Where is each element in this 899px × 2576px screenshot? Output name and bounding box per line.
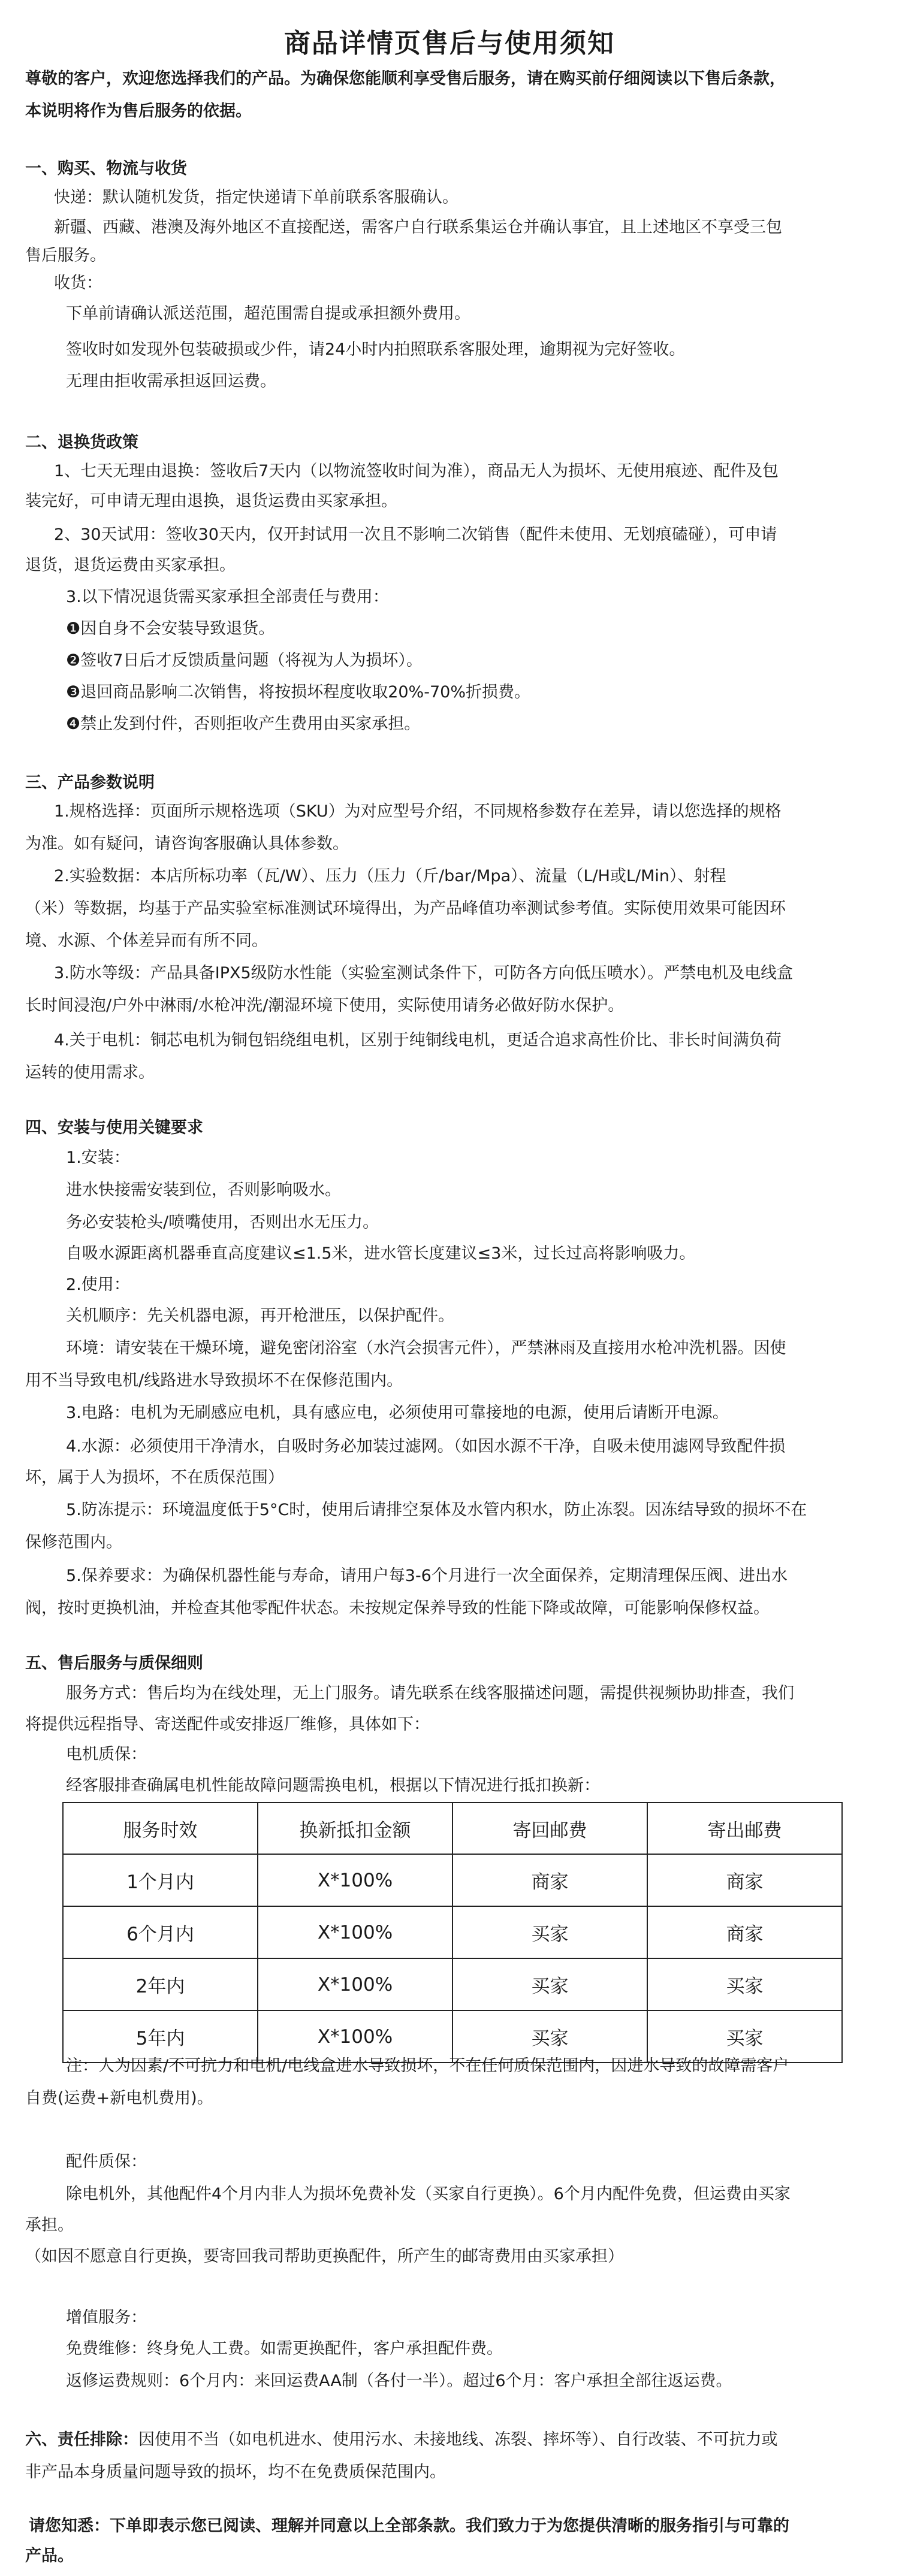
body-line: 1.安装： [66,1148,130,1167]
body-line: 运转的使用需求。 [25,1063,155,1082]
body-line: 4.水源：必须使用干净清水，自吸时务必加装过滤网。（如因水源不干净，自吸未使用滤网导致配件损 [66,1437,786,1456]
table-header-cell: 换新抵扣金额 [258,1803,452,1854]
section-heading: 三、产品参数说明 [25,773,155,792]
body-line: 1、七天无理由退换：签收后7天内（以物流签收时间为准），商品无人为损坏、无使用痕迹、配件及包 [54,462,779,480]
table-cell: 1个月内 [63,1854,258,1906]
table-cell: X*100% [258,2010,452,2063]
body-line: 4.关于电机：铜芯电机为铜包铝绕组电机，区别于纯铜线电机，更适合追求高性价比、非长时间满负荷 [54,1031,782,1050]
section-heading: 六、责任排除： [25,2430,138,2449]
body-line: 阀，按时更换机油，并检查其他零配件状态。未按规定保养导致的性能下降或故障，可能影响保修权益。 [25,1599,770,1617]
body-line: 2.实验数据：本店所标功率（瓦/W）、压力（压力（斤/bar/Mpa）、流量（L/H或L/Min）、射程 [54,867,726,885]
table-cell: 商家 [647,1854,842,1906]
body-line: ❶因自身不会安装导致退货。 [66,619,275,638]
body-line: ❹禁止发到付件，否则拒收产生费用由买家承担。 [66,715,421,733]
body-line: 5.保养要求：为确保机器性能与寿命，请用户每3-6个月进行一次全面保养，定期清理保压阀、进出水 [66,1567,788,1585]
warranty-table [62,1802,843,2063]
table-cell: 5年内 [63,2010,258,2063]
table-header-cell: 寄回邮费 [452,1803,647,1854]
closing-line: 请您知悉：下单即表示您已阅读、理解并同意以上全部条款。我们致力于为您提供清晰的服务指引与可靠的 [29,2517,789,2535]
body-line: 将提供远程指导、寄送配件或安排返厂维修，具体如下： [25,1715,430,1734]
body-line: 进水快接需安装到位，否则影响吸水。 [66,1181,341,1199]
note-line: 注：人为因素/不可抗力和电机/电线盒进水导致损坏，不在任何质保范围内，因进水导致的故障需客户 [66,2057,789,2075]
body-line: （如因不愿意自行更换，要寄回我司帮助更换配件，所产生的邮寄费用由买家承担） [25,2247,624,2266]
body-line: 境、水源、个体差异而有所不同。 [25,932,268,950]
body-text: 因使用不当（如电机进水、使用污水、未接地线、冻裂、摔坏等）、自行改装、不可抗力或 [138,2430,778,2449]
body-line: 用不当导致电机/线路进水导致损坏不在保修范围内。 [25,1371,403,1390]
body-line: 服务方式：售后均为在线处理，无上门服务。请先联系在线客服描述问题，需提供视频协助排查，我们 [66,1684,794,1703]
body-line: 快递：默认随机发货，指定快递请下单前联系客服确认。 [54,188,458,207]
table-row [63,1854,842,1906]
page-title: 商品详情页售后与使用须知 [284,28,615,59]
table-cell: 买家 [647,2010,842,2063]
intro-line: 本说明将作为售后服务的依据。 [25,102,252,120]
note-line: 自费(运费+新电机费用)。 [25,2089,213,2108]
body-line: 坏，属于人为损坏，不在质保范围） [25,1468,284,1487]
body-line: 下单前请确认派送范围，超范围需自提或承担额外费用。 [66,304,470,323]
body-line: 长时间浸泡/户外中淋雨/水枪冲洗/潮湿环境下使用，实际使用请务必做好防水保护。 [25,996,625,1015]
table-cell: 买家 [452,1958,647,2010]
section-heading: 五、售后服务与质保细则 [25,1654,203,1673]
body-line: 2.使用： [66,1275,130,1294]
body-line: 无理由拒收需承担返回运费。 [66,372,276,391]
table-cell: 商家 [452,1854,647,1906]
table-cell: X*100% [258,1906,452,1958]
body-line: 装完好，可申请无理由退换，退货运费由买家承担。 [25,492,397,510]
body-line: 1.规格选择：页面所示规格选项（SKU）为对应型号介绍，不同规格参数存在差异，请以您选择的规格 [54,802,782,821]
body-line: 承担。 [25,2216,74,2235]
table-cell: 6个月内 [63,1906,258,1958]
table-header-cell: 寄出邮费 [647,1803,842,1854]
table-cell: X*100% [258,1854,452,1906]
body-line: 关机顺序：先关机器电源，再开枪泄压，以保护配件。 [66,1307,454,1325]
section-heading: 四、安装与使用关键要求 [25,1118,203,1137]
body-line: 3.以下情况退货需买家承担全部责任与费用： [66,588,389,606]
section-heading: 二、退换货政策 [25,433,138,452]
closing-line: 产品。 [25,2547,74,2565]
body-line: ❷签收7日后才反馈质量问题（将视为人为损坏）。 [66,651,423,670]
table-cell: 买家 [647,1958,842,2010]
body-line: 增值服务： [66,2308,147,2327]
body-line: 3.电路：电机为无刷感应电机，具有感应电，必须使用可靠接地的电源，使用后请断开电源。 [66,1404,729,1422]
body-line: 环境：请安装在干燥环境，避免密闭浴室（水汽会损害元件），严禁淋雨及直接用水枪冲洗机器。因使 [66,1339,786,1357]
body-line: 新疆、西藏、港澳及海外地区不直接配送，需客户自行联系集运仓并确认事宜，且上述地区不享受三包 [54,218,782,237]
section-heading: 一、购买、物流与收货 [25,159,187,178]
table-row [63,1958,842,2010]
body-line: 签收时如发现外包装破损或少件，请24小时内拍照联系客服处理，逾期视为完好签收。 [66,340,686,359]
body-line: 除电机外，其他配件4个月内非人为损坏免费补发（买家自行更换）。6个月内配件免费，但运费由买家 [66,2185,791,2203]
body-line: 保修范围内。 [25,1533,122,1552]
body-line: 电机质保： [66,1745,147,1764]
body-line: 退货，退货运费由买家承担。 [25,556,236,575]
table-header-row [63,1803,842,1854]
body-line: 收货： [54,274,102,292]
body-line: 售后服务。 [25,246,106,265]
table-cell: 商家 [647,1906,842,1958]
body-line: 配件质保： [66,2152,147,2171]
table-cell: 买家 [452,1906,647,1958]
body-line: 非产品本身质量问题导致的损坏，均不在免费质保范围内。 [25,2463,446,2481]
table-header-cell: 服务时效 [63,1803,258,1854]
body-line: 5.防冻提示：环境温度低于5°C时，使用后请排空泵体及水管内积水，防止冻裂。因冻结导致的损坏不在 [66,1501,807,1519]
table-cell: 2年内 [63,1958,258,2010]
body-line: 为准。如有疑问，请咨询客服确认具体参数。 [25,835,349,853]
body-line: 自吸水源距离机器垂直高度建议≤1.5米，进水管长度建议≤3米，过长过高将影响吸力。 [66,1244,696,1263]
section6-line [25,2424,875,2456]
table-cell: 买家 [452,2010,647,2063]
intro-line: 尊敬的客户，欢迎您选择我们的产品。为确保您能顺利享受售后服务，请在购买前仔细阅读以下售后条款， [25,69,786,88]
body-line: 返修运费规则：6个月内：来回运费AA制（各付一半）。超过6个月：客户承担全部往返运费。 [66,2372,732,2390]
body-line: ❸退回商品影响二次销售，将按损坏程度收取20%-70%折损费。 [66,683,530,702]
body-line: （米）等数据，均基于产品实验室标准测试环境得出，为产品峰值功率测试参考值。实际使用效果可能因环 [25,899,786,918]
body-line: 免费维修：终身免人工费。如需更换配件，客户承担配件费。 [66,2339,503,2358]
body-line: 3.防水等级：产品具备IPX5级防水性能（实验室测试条件下，可防各方向低压喷水）。严禁电机及电线盒 [54,964,794,982]
table-row [63,1906,842,1958]
body-line: 经客服排查确属电机性能故障问题需换电机，根据以下情况进行抵扣换新： [66,1776,600,1795]
body-line: 务必安装枪头/喷嘴使用，否则出水无压力。 [66,1213,379,1232]
body-line: 2、30天试用：签收30天内，仅开封试用一次且不影响二次销售（配件未使用、无划痕磕碰），可申请 [54,525,777,544]
table-cell: X*100% [258,1958,452,2010]
